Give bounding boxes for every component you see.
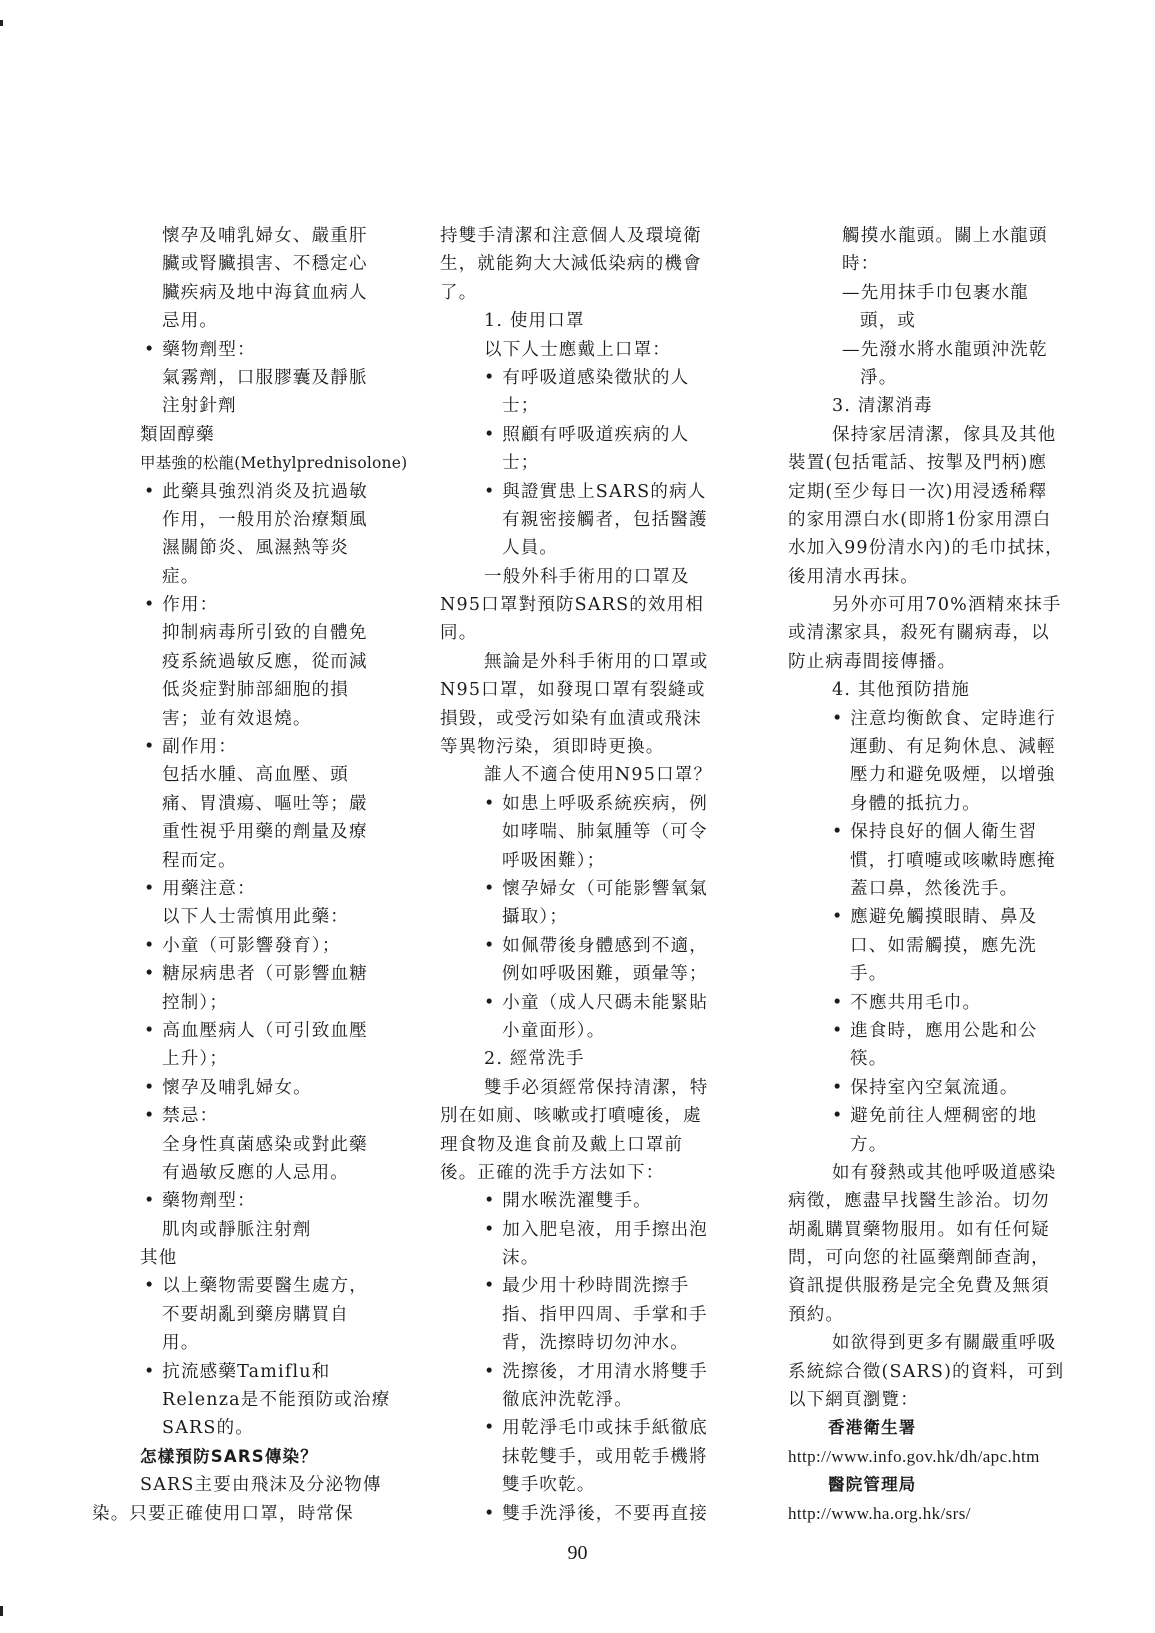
text-line: 症。	[162, 566, 200, 587]
text-line: 裝置(包括電話、按掣及門柄)應	[788, 453, 1048, 474]
text-line: 另外亦可用70%酒精來抹手	[832, 595, 1062, 616]
text-line: 控制）；	[162, 992, 229, 1013]
text-line: 資訊提供服務是完全免費及無須	[788, 1276, 1050, 1297]
text-line: 2. 經常洗手	[484, 1049, 585, 1070]
text-line: 如欲得到更多有關嚴重呼吸	[832, 1333, 1057, 1354]
text-line: • 藥物劑型：	[144, 339, 256, 360]
text-line: • 進食時，應用公匙和公	[832, 1020, 1038, 1041]
text-line: • 洗擦後，才用清水將雙手	[484, 1361, 708, 1382]
column-right	[788, 222, 1088, 1528]
text-line: SARS主要由飛沫及分泌物傳	[140, 1475, 382, 1496]
text-line: 作用，一般用於治療類風	[162, 509, 368, 530]
text-line: • 保持室內空氣流通。	[832, 1077, 1019, 1098]
text-line: 別在如廁、咳嗽或打噴嚏後，處	[440, 1106, 702, 1127]
text-line: • 小童（可影響發育）；	[144, 935, 341, 956]
text-line: 生，就能夠大大減低染病的機會	[440, 254, 702, 275]
text-line: 以下網頁瀏覽：	[788, 1390, 919, 1411]
text-line: 全身性真菌感染或對此藥	[162, 1134, 368, 1155]
text-line: 染。只要正確使用口罩，時常保	[92, 1503, 354, 1524]
text-line: 問，可向您的社區藥劑師查詢，	[788, 1248, 1050, 1269]
text-line: 士；	[502, 396, 540, 417]
text-line: 筷。	[850, 1049, 888, 1070]
text-line: 上升）；	[162, 1049, 229, 1070]
text-line: 抑制病毒所引致的自體免	[162, 623, 368, 644]
text-line: 甲基強的松龍(Methylprednisolone)	[140, 454, 408, 473]
text-line: • 懷孕及哺乳婦女。	[144, 1077, 312, 1098]
text-line: N95口罩，如發現口罩有裂縫或	[440, 680, 706, 701]
text-line: 如哮喘、肺氣腫等（可令	[502, 822, 708, 843]
text-line: 類固醇藥	[140, 424, 215, 445]
text-line: 沫。	[502, 1248, 540, 1269]
text-line: 背，洗擦時切勿沖水。	[502, 1333, 689, 1354]
text-line: 抹乾雙手，或用乾手機將	[502, 1446, 708, 1467]
text-line: 手。	[850, 964, 888, 985]
text-line: • 最少用十秒時間洗擦手	[484, 1276, 690, 1297]
text-line: • 小童（成人尺碼未能緊貼	[484, 992, 708, 1013]
text-line: • 如患上呼吸系統疾病，例	[484, 793, 708, 814]
text-line: 方。	[850, 1134, 888, 1155]
text-line: 疫系統過敏反應，從而減	[162, 651, 368, 672]
text-line: 氣霧劑，口服膠囊及靜脈	[162, 367, 368, 388]
text-line: 時：	[842, 254, 880, 275]
text-line: • 用乾淨毛巾或抹手紙徹底	[484, 1418, 708, 1439]
text-line: 水加入99份清水內)的毛巾拭抹，	[788, 538, 1064, 559]
text-line: 指、指甲四周、手掌和手	[502, 1304, 708, 1325]
text-line: 或清潔家具，殺死有關病毒，以	[788, 623, 1050, 644]
text-line: 程而定。	[162, 850, 237, 871]
text-line: 懷孕及哺乳婦女、嚴重肝	[162, 226, 368, 246]
text-line: • 用藥注意：	[144, 878, 256, 899]
text-line: 觸摸水龍頭。關上水龍頭	[842, 226, 1048, 246]
text-line: 怎樣預防SARS傳染？	[140, 1446, 318, 1466]
text-line: • 加入肥皂液，用手擦出泡	[484, 1219, 708, 1240]
text-line: 有親密接觸者，包括醫護	[502, 509, 708, 530]
text-line: 低炎症對肺部細胞的損	[162, 680, 349, 701]
text-line: 防止病毒間接傳播。	[788, 651, 957, 672]
text-line: SARS的。	[162, 1418, 254, 1439]
text-line: 等異物污染，須即時更換。	[440, 737, 665, 758]
text-line: • 以上藥物需要醫生處方，	[144, 1276, 368, 1297]
text-line: • 抗流感藥Tamiflu和	[144, 1361, 331, 1382]
text-line: • 副作用：	[144, 737, 238, 758]
text-line: 臟疾病及地中海貧血病人	[162, 282, 368, 303]
text-line: 香港衛生署	[828, 1418, 917, 1438]
text-line: 理食物及進食前及戴上口罩前	[440, 1134, 684, 1155]
text-line: 胡亂購買藥物服用。如有任何疑	[788, 1219, 1050, 1240]
text-line: 定期(至少每日一次)用浸透稀釋	[788, 481, 1048, 502]
text-line: 病徵，應盡早找醫生診治。切勿	[788, 1191, 1050, 1212]
text-line: 保持家居清潔，傢具及其他	[832, 424, 1057, 445]
text-line: 後。正確的洗手方法如下：	[440, 1162, 665, 1183]
text-line: 3. 清潔消毒	[832, 396, 933, 417]
text-line: 害；並有效退燒。	[162, 708, 312, 729]
text-line: 其他	[140, 1248, 178, 1269]
text-line: —先用抹手巾包裹水龍	[842, 282, 1029, 303]
text-line: 不要胡亂到藥房購買自	[162, 1304, 349, 1325]
text-line: 預約。	[788, 1304, 845, 1325]
text-line: —先潑水將水龍頭沖洗乾	[842, 339, 1048, 360]
text-line: 誰人不適合使用N95口罩？	[484, 765, 713, 786]
scan-edge-mark	[0, 20, 3, 26]
text-line: 1. 使用口罩	[484, 311, 585, 332]
text-line: 如有發熱或其他呼吸道感染	[832, 1162, 1057, 1183]
text-line: 系統綜合徵(SARS)的資料，可到	[788, 1361, 1065, 1382]
text-line: 以下人士需慎用此藥：	[162, 907, 349, 928]
column-middle	[440, 222, 740, 1528]
text-line: • 如佩帶後身體感到不適，	[484, 935, 708, 956]
text-line: • 此藥具強烈消炎及抗過敏	[144, 481, 368, 502]
text-line: 臟或腎臟損害、不穩定心	[162, 254, 368, 275]
text-line: • 照顧有呼吸道疾病的人	[484, 424, 690, 445]
text-line: • 有呼吸道感染徵狀的人	[484, 367, 690, 388]
text-line: • 懷孕婦女（可能影響氧氣	[484, 878, 708, 899]
text-line: 例如呼吸困難，頭暈等；	[502, 964, 708, 985]
text-line: 雙手吹乾。	[502, 1475, 596, 1496]
text-line: 徹底沖洗乾淨。	[502, 1390, 633, 1411]
text-line: 壓力和避免吸煙，以增強	[850, 765, 1056, 786]
text-line: • 雙手洗淨後，不要再直接	[484, 1503, 708, 1524]
scan-edge-mark	[0, 1606, 3, 1616]
text-line: • 與證實患上SARS的病人	[484, 481, 707, 502]
text-line: 了。	[440, 282, 478, 303]
text-line: 的家用漂白水(即將1份家用漂白	[788, 509, 1052, 530]
text-line: 攝取）；	[502, 907, 569, 928]
text-line: 同。	[440, 623, 478, 644]
text-line: 無論是外科手術用的口罩或	[484, 651, 709, 672]
text-line: 4. 其他預防措施	[832, 680, 971, 701]
text-line: • 高血壓病人（可引致血壓	[144, 1020, 368, 1041]
text-line[interactable]: http://www.ha.org.hk/srs/	[788, 1503, 971, 1523]
text-line: 醫院管理局	[828, 1475, 917, 1495]
text-line: 損毀，或受污如染有血漬或飛沫	[440, 708, 702, 729]
text-line: • 應避免觸摸眼睛、鼻及	[832, 907, 1038, 928]
text-line: 口、如需觸摸，應先洗	[850, 935, 1037, 956]
text-line: 淨。	[860, 367, 898, 388]
text-line[interactable]: http://www.info.gov.hk/dh/apc.htm	[788, 1446, 1040, 1466]
text-line: 用。	[162, 1333, 200, 1354]
text-line: • 保持良好的個人衛生習	[832, 822, 1038, 843]
text-line: 慣，打噴嚏或咳嗽時應掩	[850, 850, 1056, 871]
text-line: 士；	[502, 453, 540, 474]
text-line: 小童面形）。	[502, 1020, 606, 1041]
text-line: 後用清水再抹。	[788, 566, 919, 587]
text-line: 重性視乎用藥的劑量及療	[162, 822, 368, 843]
text-line: 持雙手清潔和注意個人及環境衛	[440, 226, 702, 246]
text-line: 蓋口鼻，然後洗手。	[850, 878, 1019, 899]
text-line: • 禁忌：	[144, 1106, 219, 1127]
text-line: • 作用：	[144, 595, 219, 616]
text-line: 忌用。	[162, 311, 219, 332]
text-line: Relenza是不能預防或治療	[162, 1390, 391, 1411]
text-line: 有過敏反應的人忌用。	[162, 1162, 349, 1183]
column-left	[92, 222, 408, 1528]
text-line: 包括水腫、高血壓、頭	[162, 765, 349, 786]
text-line: • 糖尿病患者（可影響血糖	[144, 964, 368, 985]
text-line: 身體的抵抗力。	[850, 793, 981, 814]
text-line: 人員。	[502, 538, 559, 559]
text-line: 一般外科手術用的口罩及	[484, 566, 690, 587]
text-line: 呼吸困難）；	[502, 850, 606, 871]
text-line: • 開水喉洗濯雙手。	[484, 1191, 652, 1212]
text-line: 雙手必須經常保持清潔，特	[484, 1077, 709, 1098]
text-line: N95口罩對預防SARS的效用相	[440, 595, 705, 616]
text-line: 濕關節炎、風濕熱等炎	[162, 538, 349, 559]
text-line: 以下人士應戴上口罩：	[484, 339, 671, 360]
text-line: 頭，或	[860, 311, 917, 332]
text-line: • 避免前往人煙稠密的地	[832, 1106, 1038, 1127]
text-line: • 注意均衡飲食、定時進行	[832, 708, 1056, 729]
text-line: 注射針劑	[162, 396, 237, 417]
page-number: 90	[567, 1542, 588, 1564]
text-line: 痛、胃潰瘍、嘔吐等；嚴	[162, 793, 368, 814]
text-line: 肌肉或靜脈注射劑	[162, 1219, 312, 1240]
text-line: • 藥物劑型：	[144, 1191, 256, 1212]
text-line: • 不應共用毛巾。	[832, 992, 982, 1013]
text-line: 運動、有足夠休息、減輕	[850, 737, 1056, 758]
